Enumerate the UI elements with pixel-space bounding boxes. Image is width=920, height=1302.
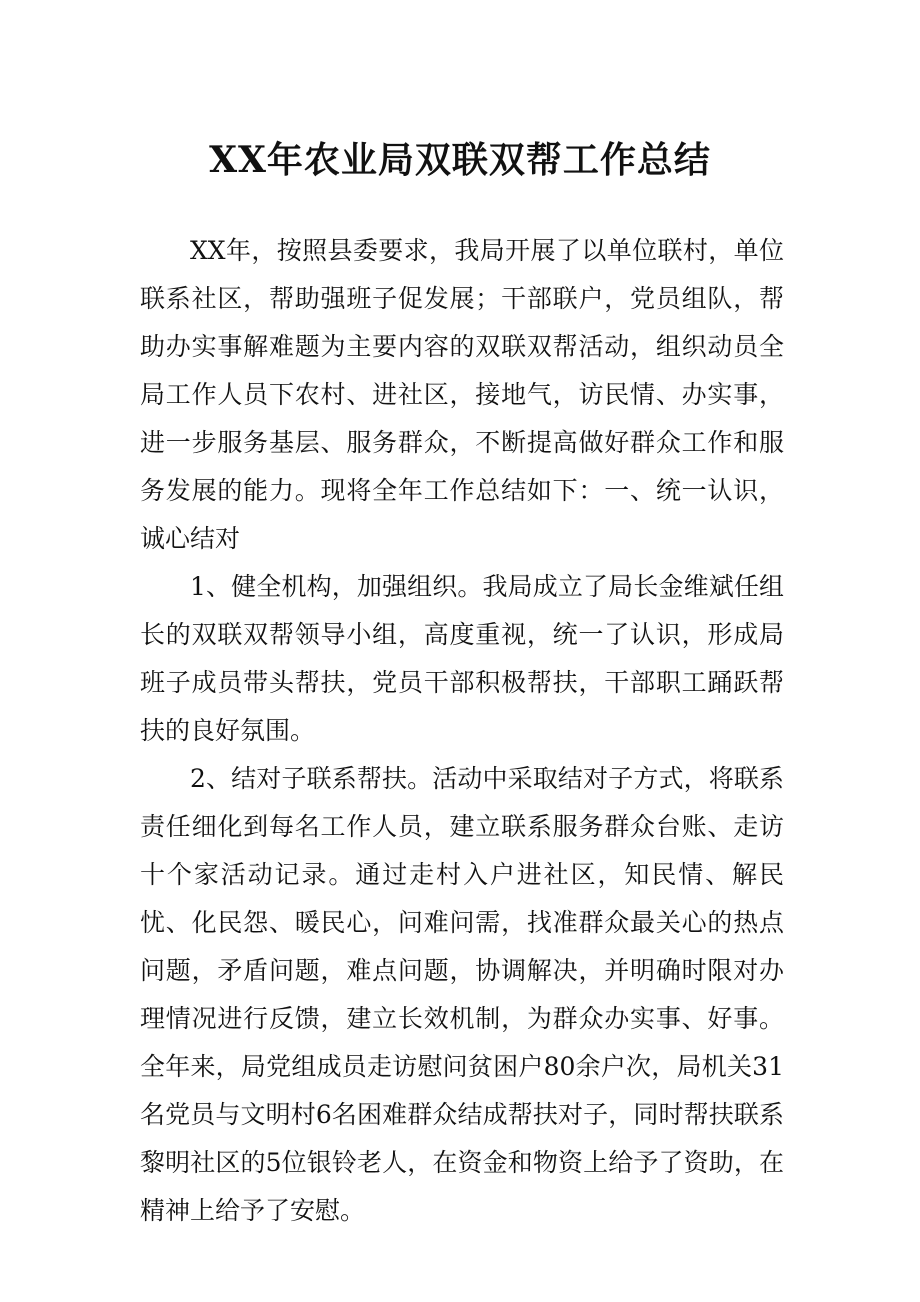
document-title: XX年农业局双联双帮工作总结 (209, 139, 711, 182)
paragraph-pairing-assistance: 2、结对子联系帮扶。活动中采取结对子方式，将联系责任细化到每名工作人员，建立联系服务群众台账、走访十个家活动记录。通过走村入户进社区，知民情、解民忧、化民怨、暖民心，问难问需，找准群众最关心的热点问题，矛盾问题，难点问题，协调解决，并明确时限对办理情况进行反馈，建立长效机制，为群众办实事、好事。全年来，局党组成员走访慰问贫困户80余户次，局机关31名党员与文明村6名困难群众结成帮扶对子，同时帮扶联系黎明社区的5位银铃老人，在资金和物资上给予了资助，在精神上给予了安慰。 (140, 764, 784, 1225)
document-body (140, 227, 784, 1235)
paragraph-organization: 1、健全机构，加强组织。我局成立了局长金维斌任组长的双联双帮领导小组，高度重视，统一了认识，形成局班子成员带头帮扶，党员干部积极帮扶，干部职工踊跃帮扶的良好氛围。 (140, 572, 784, 745)
paragraph-intro: XX年，按照县委要求，我局开展了以单位联村，单位联系社区，帮助强班子促发展；干部联户，党员组队，帮助办实事解难题为主要内容的双联双帮活动，组织动员全局工作人员下农村、进社区，接地气，访民情、办实事，进一步服务基层、服务群众，不断提高做好群众工作和服务发展的能力。现将全年工作总结如下：一、统一认识，诚心结对 (140, 236, 784, 553)
